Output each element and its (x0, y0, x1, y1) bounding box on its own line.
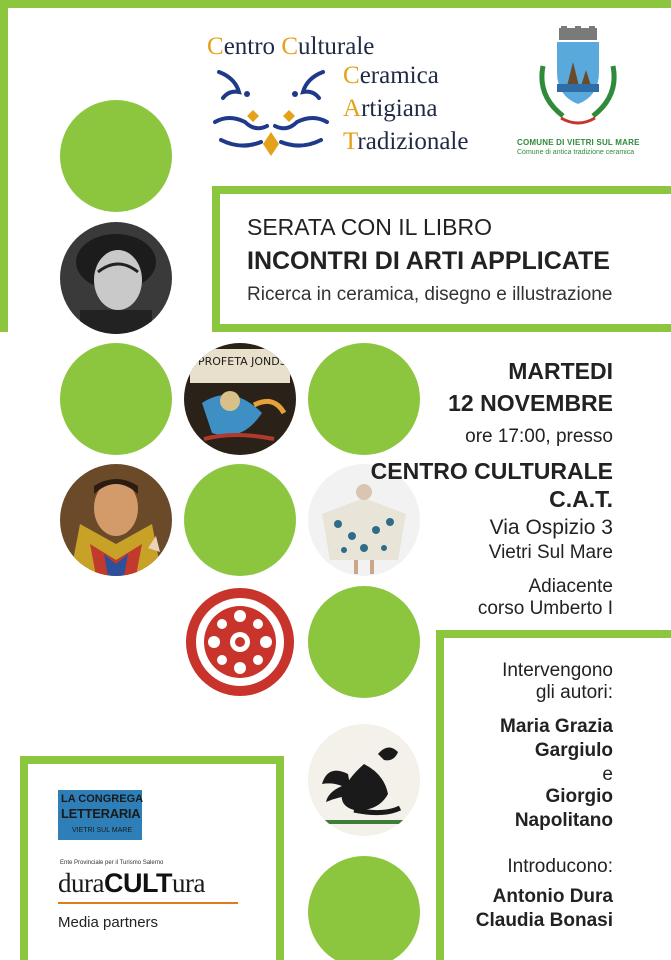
frame-top-bar (0, 0, 671, 8)
ceramic-ornament-icon (207, 64, 335, 160)
frame-speakers-left-bar (436, 630, 444, 960)
profeta-jonds-artwork (184, 343, 296, 455)
frame-speakers-top-bar (436, 630, 671, 638)
frame-partners-top-bar (20, 756, 284, 764)
congrega-line1: LA CONGREGA (61, 793, 144, 805)
event-address1: Via Ospizio 3 (489, 516, 613, 539)
logo-cap: T (343, 128, 358, 155)
headline-incontri: INCONTRI DI ARTI APPLICATE (247, 247, 610, 275)
logo-cap: C (343, 62, 360, 89)
event-date: 12 NOVEMBRE (448, 390, 613, 416)
speakers-intro2: gli autori: (535, 682, 613, 703)
speakers-intro1: Intervengono (502, 660, 613, 681)
logo-text-part: radizionale (357, 128, 469, 155)
logo-cap: C (207, 33, 224, 60)
frame-headline-left-bar (212, 186, 220, 332)
headline-ricerca: Ricerca in ceramica, disegno e illustrazione (247, 284, 613, 305)
logo-text-part: eramica (359, 62, 439, 89)
portrait-man-illustration (60, 464, 172, 576)
duracultura-tagline: Ente Provinciale per il Turismo Salerno (60, 860, 164, 866)
event-time: ore 17:00, presso (465, 426, 613, 447)
event-near1: Adiacente (528, 576, 613, 597)
media-partners-label: Media partners (58, 914, 159, 931)
siren-figure-artwork (308, 724, 420, 836)
duracultura-part: dura (58, 868, 104, 898)
logo-line-tradizionale (343, 127, 468, 157)
author1-first: Maria Grazia (500, 716, 613, 737)
congrega-line2: LETTERARIA (61, 806, 141, 821)
frame-partners-right-bar (276, 756, 284, 960)
green-circle (60, 343, 172, 455)
duracultura-part: CULT (103, 868, 172, 898)
logo-text-part: rtigiana (361, 95, 438, 122)
green-circle (308, 586, 420, 698)
comune-name: COMUNE DI VIETRI SUL MARE (517, 138, 640, 147)
logo-text-part: ulturale (298, 33, 375, 60)
logo-line-artigiana (343, 94, 437, 124)
portrait-woman-photo (60, 222, 172, 334)
green-circle (60, 100, 172, 212)
headline-serata: SERATA CON IL LIBRO (247, 214, 492, 240)
introducono-label: Introducono: (507, 856, 613, 877)
logo-cap: A (343, 95, 362, 122)
host2: Claudia Bonasi (475, 910, 613, 931)
author2-first: Giorgio (545, 786, 613, 807)
duracultura-part: ura (171, 868, 205, 898)
frame-headline-bottom-bar (212, 324, 671, 332)
ceramic-tile-photo (184, 586, 296, 698)
speakers-conj: e (602, 764, 613, 785)
duracultura-logo (58, 868, 205, 899)
frame-left-bar-top (0, 0, 8, 332)
logo-text-part: entro (223, 33, 282, 60)
logo-cap: C (281, 33, 298, 60)
author2-last: Napolitano (514, 810, 613, 831)
comune-tagline: Comune di antica tradizione ceramica (517, 149, 635, 156)
logo-line-ceramica (343, 61, 439, 91)
logo-line-centro-culturale (207, 32, 374, 62)
event-near2: corso Umberto I (477, 598, 613, 619)
frame-headline-top-bar (212, 186, 671, 194)
frame-partners-left-bar (20, 756, 28, 960)
congrega-line3: VIETRI SUL MARE (72, 827, 133, 834)
event-venue-line1: CENTRO CULTURALE (370, 458, 613, 484)
event-address2: Vietri Sul Mare (488, 542, 613, 563)
vietri-crest-icon (535, 26, 621, 136)
duracultura-underline (58, 902, 238, 904)
green-circle (308, 343, 420, 455)
profeta-text: PROFETA JONDS (198, 355, 287, 368)
author1-last: Gargiulo (534, 740, 613, 761)
host1: Antonio Dura (492, 886, 613, 907)
green-circle (184, 464, 296, 576)
event-venue-line2: C.A.T. (549, 486, 613, 512)
event-day: MARTEDI (508, 358, 613, 384)
green-circle (308, 856, 420, 960)
